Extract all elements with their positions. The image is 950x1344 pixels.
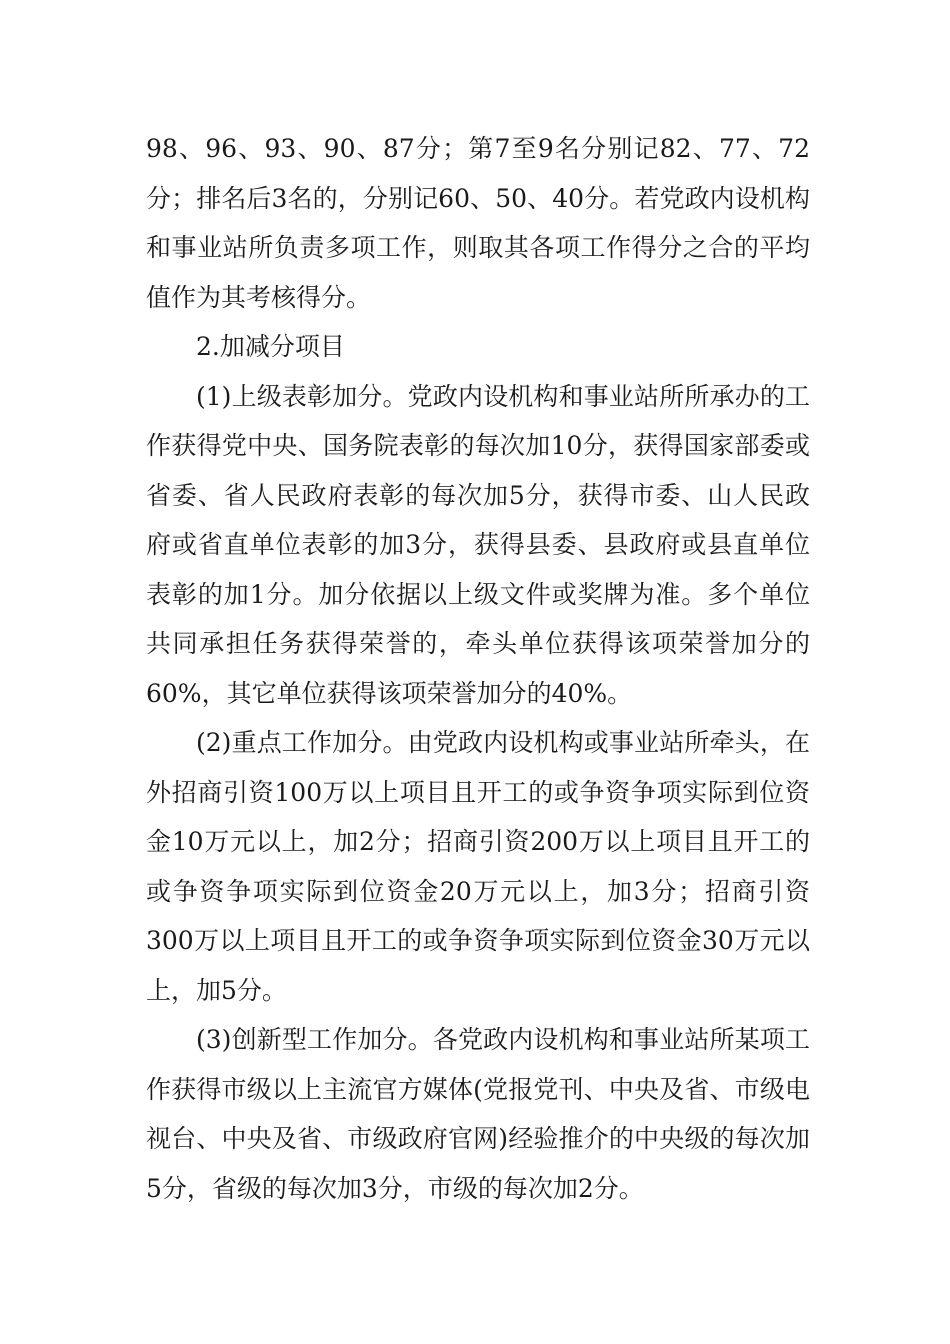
- paragraph-commendation-bonus: (1)上级表彰加分。党政内设机构和事业站所所承办的工作获得党中央、国务院表彰的每次加10分，获得国家部委或省委、省人民政府表彰的每次加5分，获得市委、山人民政府或省直单位表彰的加3分，获得县委、县政府或县直单位表彰的加1分。加分依据以上级文件或奖牌为准。多个单位共同承担任务获得荣誉的，牵头单位获得该项荣誉加分的60%，其它单位获得该项荣誉加分的40%。: [146, 381, 810, 708]
- section-heading-bonus-items: 2.加减分项目: [196, 332, 345, 361]
- document-body: [146, 124, 810, 1213]
- paragraph-innovation-bonus: (3)创新型工作加分。各党政内设机构和事业站所某项工作获得市级以上主流官方媒体(党报党刊、中央及省、市级电视台、中央及省、市级政府官网)经验推介的中央级的每次加5分，省级的每次加3分，市级的每次加2分。: [146, 1025, 810, 1203]
- paragraph-score-continuation: 98、96、93、90、87分；第7至9名分别记82、77、72分；排名后3名的，分别记60、50、40分。若党政内设机构和事业站所负责多项工作，则取其各项工作得分之合的平均值作为其考核得分。: [146, 134, 810, 312]
- paragraph-key-work-bonus: (2)重点工作加分。由党政内设机构或事业站所牵头，在外招商引资100万以上项目且开工的或争资争项实际到位资金10万元以上，加2分；招商引资200万以上项目且开工的或争资争项实际到位资金20万元以上，加3分；招商引资300万以上项目且开工的或争资争项实际到位资金30万元以上，加5分。: [146, 728, 810, 1005]
